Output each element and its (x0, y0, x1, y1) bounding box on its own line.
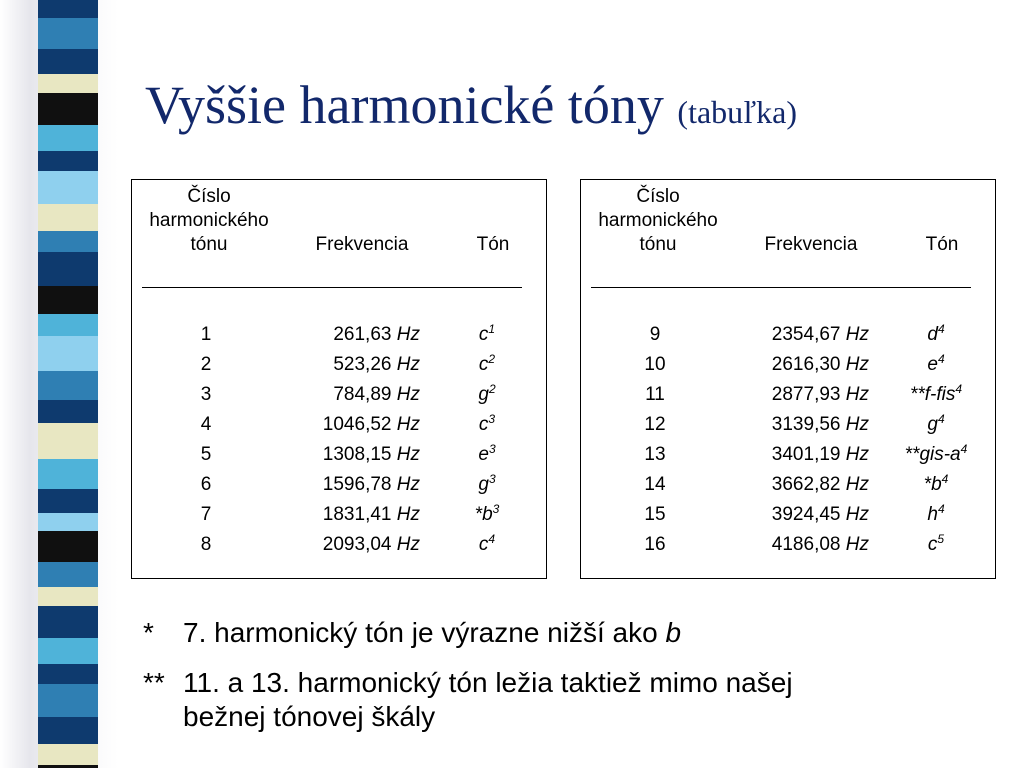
tone-cell (881, 320, 991, 350)
harmonics-table-left (131, 179, 547, 579)
stripe-segment (38, 717, 98, 744)
tone-name: e (927, 354, 938, 375)
frequency-cell (252, 410, 420, 440)
stripe-segment (38, 489, 98, 513)
tone-name: **gis-a (904, 444, 961, 465)
header-number-line1: Číslo (187, 186, 231, 207)
stripe-segment (38, 171, 98, 204)
stripe-segment (38, 371, 98, 400)
tone-octave: 4 (937, 322, 945, 336)
stripe-segment (38, 562, 98, 587)
table-row (581, 320, 995, 350)
harmonic-number: 1 (200, 324, 212, 345)
harmonic-number: 15 (644, 504, 666, 525)
table-row (132, 320, 546, 350)
stripe-segment (38, 684, 98, 717)
stripe-segment (38, 587, 98, 606)
table-row (581, 440, 995, 470)
slide-title-suffix: (tabuľka) (677, 94, 798, 130)
stripe-segment (38, 18, 98, 49)
harmonic-number: 7 (200, 504, 212, 525)
footnote-mark: ** (143, 667, 165, 698)
frequency-unit: Hz (396, 354, 420, 375)
header-number (584, 185, 732, 257)
frequency-unit: Hz (396, 474, 420, 495)
frequency-cell (252, 380, 420, 410)
tone-name: h (927, 504, 938, 525)
footnote-emphasis: b (665, 617, 682, 648)
table-row (132, 470, 546, 500)
stripe-segment (38, 93, 98, 125)
header-tone: Tón (476, 234, 510, 255)
frequency-cell (701, 500, 869, 530)
header-number-line3: tónu (190, 234, 228, 255)
frequency-cell (252, 530, 420, 560)
tone-name: g (478, 384, 489, 405)
stripe-segment (38, 74, 98, 93)
header-frequency: Frekvencia (315, 234, 409, 255)
harmonic-number: 8 (200, 534, 212, 555)
table-row (581, 530, 995, 560)
frequency-unit: Hz (845, 444, 869, 465)
tone-cell (432, 440, 542, 470)
stripe-segment (38, 125, 98, 151)
stripe-segment (38, 400, 98, 423)
frequency-cell (701, 320, 869, 350)
stripe-segment (38, 459, 98, 489)
tone-octave: 4 (937, 352, 945, 366)
header-rule (591, 287, 971, 288)
tone-octave: 4 (937, 412, 945, 426)
frequency-unit: Hz (396, 324, 420, 345)
table-row (132, 380, 546, 410)
tone-cell (881, 500, 991, 530)
harmonic-number: 3 (200, 384, 212, 405)
frequency-unit: Hz (845, 504, 869, 525)
frequency-cell (701, 440, 869, 470)
frequency-unit: Hz (845, 534, 869, 555)
header-rule (142, 287, 522, 288)
tone-cell (432, 470, 542, 500)
header-frequency: Frekvencia (764, 234, 858, 255)
tone-name: d (927, 324, 938, 345)
tone-name: c (927, 534, 938, 555)
tone-octave: 1 (488, 322, 496, 336)
tone-name: c (478, 354, 489, 375)
frequency-cell (701, 380, 869, 410)
tone-name: *b (923, 474, 942, 495)
tone-name: g (927, 414, 938, 435)
stripe-segment (38, 204, 98, 231)
table-row (132, 440, 546, 470)
tone-octave: 3 (488, 412, 496, 426)
decorative-stripe (0, 0, 120, 768)
frequency-cell (701, 470, 869, 500)
table-row (581, 500, 995, 530)
stripe-segment (38, 314, 98, 336)
harmonic-number: 2 (200, 354, 212, 375)
tone-cell (881, 470, 991, 500)
tone-octave: 4 (937, 502, 945, 516)
frequency-value: 2877,93 (771, 384, 841, 405)
harmonic-number: 16 (644, 534, 666, 555)
frequency-value: 2354,67 (771, 324, 841, 345)
rows-right (581, 320, 995, 560)
frequency-cell (701, 350, 869, 380)
frequency-unit: Hz (845, 474, 869, 495)
stripe-segment (38, 231, 98, 252)
frequency-unit: Hz (396, 384, 420, 405)
tone-octave: 4 (960, 442, 968, 456)
tone-cell (881, 380, 991, 410)
tone-cell (881, 350, 991, 380)
tone-octave: 3 (488, 472, 496, 486)
frequency-value: 2616,30 (771, 354, 841, 375)
frequency-unit: Hz (396, 444, 420, 465)
frequency-value: 3924,45 (771, 504, 841, 525)
table-row (581, 470, 995, 500)
frequency-value: 3662,82 (771, 474, 841, 495)
table-row (132, 530, 546, 560)
table-row (581, 350, 995, 380)
tone-name: *b (474, 504, 493, 525)
frequency-value: 1046,52 (322, 414, 392, 435)
frequency-unit: Hz (845, 414, 869, 435)
harmonic-number: 11 (645, 384, 665, 405)
header-number-line2: harmonického (149, 210, 269, 231)
frequency-value: 261,63 (333, 324, 392, 345)
stripe-band (38, 0, 98, 768)
stripe-segment (38, 744, 98, 765)
frequency-unit: Hz (845, 384, 869, 405)
harmonic-number: 13 (644, 444, 666, 465)
stripe-segment (38, 252, 98, 286)
stripe-segment (38, 638, 98, 664)
stripe-segment (38, 606, 98, 638)
frequency-cell (252, 350, 420, 380)
tone-cell (432, 410, 542, 440)
tone-octave: 3 (488, 442, 496, 456)
tone-name: c (478, 324, 489, 345)
harmonic-number: 5 (200, 444, 212, 465)
frequency-value: 1596,78 (322, 474, 392, 495)
frequency-unit: Hz (396, 504, 420, 525)
tone-name: g (478, 474, 489, 495)
tone-cell (881, 440, 991, 470)
tone-name: e (478, 444, 489, 465)
footnote-line1: 11. a 13. harmonický tón ležia taktiež mimo našej (183, 667, 793, 698)
tone-cell (881, 530, 991, 560)
tone-cell (432, 350, 542, 380)
frequency-cell (701, 410, 869, 440)
header-number-line2: harmonického (598, 210, 718, 231)
tone-cell (432, 380, 542, 410)
stripe-segment (38, 336, 98, 371)
harmonic-number: 9 (649, 324, 661, 345)
harmonic-number: 6 (200, 474, 212, 495)
table-row (132, 500, 546, 530)
tone-cell (432, 320, 542, 350)
tone-octave: 5 (937, 532, 945, 546)
stripe-segment (38, 664, 98, 684)
frequency-value: 1831,41 (322, 504, 392, 525)
frequency-unit: Hz (396, 414, 420, 435)
slide-title-main: Vyššie harmonické tóny (145, 75, 664, 135)
harmonics-table-right (580, 179, 996, 579)
frequency-cell (252, 440, 420, 470)
tone-octave: 2 (488, 382, 496, 396)
footnote-line2: bežnej tónovej škály (183, 701, 436, 732)
tone-octave: 4 (488, 532, 496, 546)
frequency-unit: Hz (845, 354, 869, 375)
tone-cell (432, 500, 542, 530)
frequency-unit: Hz (396, 534, 420, 555)
header-number-line1: Číslo (636, 186, 680, 207)
stripe-segment (38, 49, 98, 74)
table-row (132, 350, 546, 380)
tone-cell (432, 530, 542, 560)
frequency-value: 3401,19 (771, 444, 841, 465)
harmonic-number: 14 (644, 474, 666, 495)
footnote-text (183, 666, 793, 734)
frequency-value: 1308,15 (322, 444, 392, 465)
frequency-cell (252, 320, 420, 350)
table-row (581, 380, 995, 410)
harmonic-number: 12 (644, 414, 666, 435)
frequency-cell (252, 470, 420, 500)
rows-left (132, 320, 546, 560)
header-number-line3: tónu (639, 234, 677, 255)
tone-octave: 3 (492, 502, 500, 516)
frequency-unit: Hz (845, 324, 869, 345)
frequency-value: 4186,08 (771, 534, 841, 555)
footnote-text-main: 7. harmonický tón je výrazne nižší ako (183, 617, 658, 648)
frequency-value: 523,26 (333, 354, 392, 375)
footnote-mark: * (143, 617, 154, 648)
footnote-text (183, 616, 681, 650)
tone-octave: 4 (941, 472, 949, 486)
tone-octave: 4 (955, 382, 963, 396)
tone-cell (881, 410, 991, 440)
tone-name: **f-fis (909, 384, 956, 405)
stripe-segment (38, 286, 98, 314)
stripe-segment (38, 423, 98, 459)
tone-name: c (478, 534, 489, 555)
table-row (132, 410, 546, 440)
tone-name: c (478, 414, 489, 435)
harmonic-number: 10 (644, 354, 666, 375)
slide-title (145, 75, 798, 135)
header-tone: Tón (925, 234, 959, 255)
header-number (135, 185, 283, 257)
stripe-segment (38, 0, 98, 18)
stripe-segment (38, 151, 98, 171)
tone-octave: 2 (488, 352, 496, 366)
stripe-segment (38, 531, 98, 562)
frequency-value: 3139,56 (771, 414, 841, 435)
frequency-cell (701, 530, 869, 560)
frequency-value: 784,89 (333, 384, 392, 405)
frequency-cell (252, 500, 420, 530)
table-row (581, 410, 995, 440)
frequency-value: 2093,04 (322, 534, 392, 555)
harmonic-number: 4 (200, 414, 212, 435)
stripe-segment (38, 513, 98, 531)
